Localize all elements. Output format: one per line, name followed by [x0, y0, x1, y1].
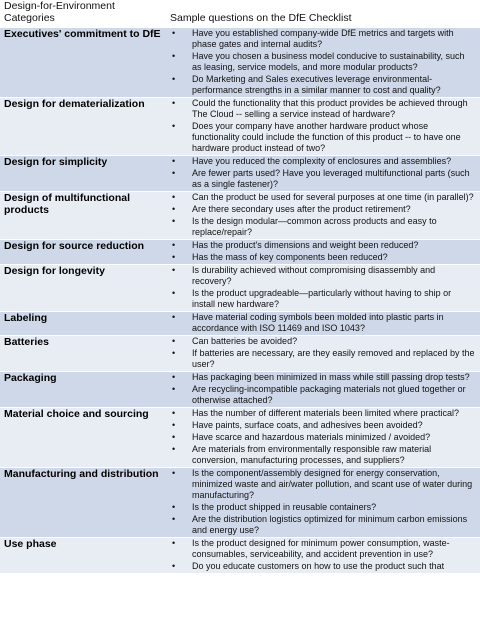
question-text: Have material coding symbols been molded into plastic parts in accordance with ISO 11469 and ISO 1043? [192, 312, 444, 333]
question-item [170, 432, 480, 443]
question-list [170, 372, 480, 406]
bullet-icon: • [172, 420, 176, 430]
category-cell: Design for simplicity [0, 156, 166, 192]
question-list [170, 538, 480, 572]
question-text: Has the product's dimensions and weight been reduced? [192, 240, 419, 250]
question-item [170, 348, 480, 370]
table-row [0, 192, 480, 240]
category-cell: Batteries [0, 336, 166, 372]
question-item [170, 514, 480, 536]
bullet-icon: • [172, 216, 176, 226]
bullet-icon: • [172, 252, 176, 262]
question-item [170, 240, 480, 251]
bullet-icon: • [172, 192, 176, 202]
questions-cell [166, 468, 480, 538]
table-row [0, 372, 480, 408]
bullet-icon: • [172, 204, 176, 214]
question-item [170, 168, 480, 190]
category-cell: Packaging [0, 372, 166, 408]
bullet-icon: • [172, 265, 176, 275]
question-text: Has packaging been minimized in mass while still passing drop tests? [192, 372, 470, 382]
question-text: Are there secondary uses after the product retirement? [192, 204, 411, 214]
table-row [0, 336, 480, 372]
question-item [170, 98, 480, 120]
questions-cell [166, 312, 480, 336]
question-item [170, 51, 480, 73]
bullet-icon: • [172, 240, 176, 250]
question-text: Have you established company-wide DfE metrics and targets with phase gates and internal audits? [192, 28, 454, 49]
bullet-icon: • [172, 502, 176, 512]
category-cell: Material choice and sourcing [0, 408, 166, 468]
question-text: Is the product designed for minimum power consumption, waste-consumables, serviceability, and accident prevention in use? [192, 538, 450, 559]
bullet-icon: • [172, 98, 176, 108]
table-body [0, 28, 480, 574]
question-item [170, 561, 480, 572]
bullet-icon: • [172, 372, 176, 382]
question-list [170, 468, 480, 536]
question-text: Is the product shipped in reusable containers? [192, 502, 377, 512]
question-text: Are recycling-incompatible packaging materials not glued together or otherwise attached? [192, 384, 466, 405]
questions-cell [166, 240, 480, 265]
question-text: Could the functionality that this product provides be achieved through The Cloud -- selling a service instead of hardware? [192, 98, 468, 119]
questions-cell [166, 265, 480, 312]
question-text: Do you educate customers on how to use the product such that [192, 561, 445, 571]
bullet-icon: • [172, 121, 176, 131]
questions-cell [166, 98, 480, 156]
bullet-icon: • [172, 28, 176, 38]
header-categories: Design-for-Environment Categories [0, 0, 166, 28]
table-row [0, 98, 480, 156]
question-item [170, 408, 480, 419]
table-row [0, 156, 480, 192]
questions-cell [166, 372, 480, 408]
bullet-icon: • [172, 288, 176, 298]
bullet-icon: • [172, 538, 176, 548]
question-text: Can batteries be avoided? [192, 336, 298, 346]
question-text: Are materials from environmentally responsible raw material conversion, manufacturing processes, and suppliers? [192, 444, 432, 465]
question-item [170, 216, 480, 238]
question-text: Has the mass of key components been reduced? [192, 252, 388, 262]
bullet-icon: • [172, 514, 176, 524]
question-item [170, 156, 480, 167]
table-row [0, 240, 480, 265]
question-item [170, 372, 480, 383]
bullet-icon: • [172, 561, 176, 571]
header-row [0, 0, 480, 28]
question-item [170, 420, 480, 431]
bullet-icon: • [172, 312, 176, 322]
category-cell: Use phase [0, 538, 166, 574]
questions-cell [166, 538, 480, 574]
question-list [170, 240, 480, 263]
question-item [170, 468, 480, 501]
question-list [170, 312, 480, 334]
question-list [170, 192, 480, 238]
question-text: Does your company have another hardware product whose functionality could include the function of this product -- to have one hardware product instead of two? [192, 121, 461, 153]
table-row [0, 408, 480, 468]
question-item [170, 312, 480, 334]
bullet-icon: • [172, 444, 176, 454]
question-item [170, 336, 480, 347]
question-list [170, 156, 480, 190]
category-cell: Labeling [0, 312, 166, 336]
question-text: Can the product be used for several purposes at one time (in parallel)? [192, 192, 474, 202]
question-text: Is durability achieved without compromising disassembly and recovery? [192, 265, 436, 286]
question-text: Has the number of different materials been limited where practical? [192, 408, 459, 418]
question-text: Is the component/assembly designed for energy conservation, minimized waste and air/water pollution, and scant use of water during manufacturing? [192, 468, 473, 500]
bullet-icon: • [172, 408, 176, 418]
question-item [170, 204, 480, 215]
question-item [170, 192, 480, 203]
table-row [0, 538, 480, 574]
table-row [0, 265, 480, 312]
category-cell: Manufacturing and distribution [0, 468, 166, 538]
question-item [170, 288, 480, 310]
question-text: Is the product upgradeable—particularly without having to ship or install new hardware? [192, 288, 452, 309]
bullet-icon: • [172, 51, 176, 61]
questions-cell [166, 336, 480, 372]
question-list [170, 408, 480, 466]
category-cell: Design for longevity [0, 265, 166, 312]
bullet-icon: • [172, 336, 176, 346]
question-item [170, 444, 480, 466]
question-list [170, 336, 480, 370]
question-text: Have you chosen a business model conducive to sustainability, such as leasing, service models, and more modular products? [192, 51, 465, 72]
question-text: Have paints, surface coats, and adhesives been avoided? [192, 420, 423, 430]
header-questions: Sample questions on the DfE Checklist [166, 0, 480, 28]
question-text: Have scarce and hazardous materials minimized / avoided? [192, 432, 431, 442]
category-cell: Design for source reduction [0, 240, 166, 265]
question-item [170, 538, 480, 560]
category-cell: Design of multifunctional products [0, 192, 166, 240]
bullet-icon: • [172, 74, 176, 84]
question-list [170, 28, 480, 96]
bullet-icon: • [172, 348, 176, 358]
bullet-icon: • [172, 168, 176, 178]
question-item [170, 28, 480, 50]
question-text: Have you reduced the complexity of enclosures and assemblies? [192, 156, 452, 166]
question-list [170, 98, 480, 154]
question-item [170, 121, 480, 154]
category-cell: Executives' commitment to DfE [0, 28, 166, 98]
question-item [170, 384, 480, 406]
questions-cell [166, 408, 480, 468]
question-item [170, 252, 480, 263]
question-text: Is the design modular—common across products and easy to replace/repair? [192, 216, 437, 237]
bullet-icon: • [172, 156, 176, 166]
question-list [170, 265, 480, 310]
bullet-icon: • [172, 384, 176, 394]
bullet-icon: • [172, 468, 176, 478]
questions-cell [166, 156, 480, 192]
table-row [0, 28, 480, 98]
question-text: Do Marketing and Sales executives leverage environmental-performance strengths in a similar manner to cost and quality? [192, 74, 441, 95]
question-text: Are fewer parts used? Have you leveraged multifunctional parts (such as a single fastener)? [192, 168, 470, 189]
question-text: If batteries are necessary, are they easily removed and replaced by the user? [192, 348, 475, 369]
question-text: Are the distribution logistics optimized for minimum carbon emissions and energy use? [192, 514, 468, 535]
category-cell: Design for dematerialization [0, 98, 166, 156]
questions-cell [166, 192, 480, 240]
bullet-icon: • [172, 432, 176, 442]
table-row [0, 468, 480, 538]
question-item [170, 74, 480, 96]
table-row [0, 312, 480, 336]
question-item [170, 502, 480, 513]
questions-cell [166, 28, 480, 98]
question-item [170, 265, 480, 287]
